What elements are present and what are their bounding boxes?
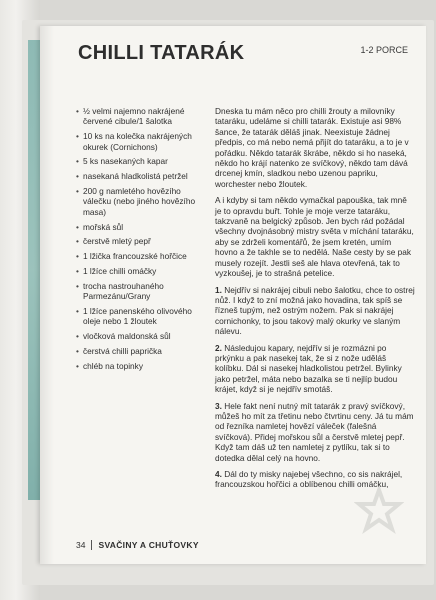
- ingredient-item: • mořská sůl: [76, 222, 204, 232]
- ingredient-item: • 1 lžíce chilli omáčky: [76, 266, 204, 276]
- step-number: 4.: [215, 469, 222, 479]
- portions-label: 1-2 PORCE: [360, 45, 408, 55]
- section-name: SVAČINY A CHUŤOVKY: [98, 540, 199, 550]
- ingredient-item: • 1 lžíce panenského olivového oleje nebo 1 žloutek: [76, 306, 204, 327]
- ingredient-item: • nasekaná hladkolistá petržel: [76, 171, 204, 181]
- page-number: 34: [76, 540, 86, 550]
- ingredient-list: [76, 106, 204, 376]
- method-step: [215, 401, 415, 463]
- ingredient-item: • ½ velmi najemno nakrájené červené cibule/1 šalotka: [76, 106, 204, 127]
- page-footer: [76, 540, 199, 550]
- ingredient-item: • čerstvě mletý pepř: [76, 236, 204, 246]
- ingredient-item: • chléb na topinky: [76, 361, 204, 371]
- ingredient-item: • 1 lžička francouzské hořčice: [76, 251, 204, 261]
- method-text: [215, 106, 415, 496]
- ingredient-item: • vločková maldonská sůl: [76, 331, 204, 341]
- intro-paragraph: Dneska tu mám něco pro chilli žrouty a milovníky tataráku, udeláme si chilli tatarák. Existuje asi 98% šance, že tatarák děláš jinak. Neexistuje žádnej předpis, co má nebo nemá přijít do tataráku, a to je v pořádku. Někdo tatarák škrábe, někdo si ho naseká, někdo ho krájí natenko ze svíčkový, někdo tam dává drcenej kmín, sladkou nebo uzenou papriku, worchester nebo žloutek.: [215, 106, 409, 189]
- ingredient-item: • 5 ks nasekaných kapar: [76, 156, 204, 166]
- ingredient-item: • trocha nastrouhaného Parmezánu/Grany: [76, 281, 204, 302]
- step-text: Dál do ty misky najebej všechno, co sis nakrájel, francouzskou hořčici a oblíbenou chilli omáčku,: [215, 469, 403, 490]
- ingredient-item: • čerstvá chilli paprička: [76, 346, 204, 356]
- step-text: Nejdřív si nakrájej cibuli nebo šalotku, chce to ostrej nůž. I když to zní možná jako hovadina, tak spíš se řízneš tupým, než ostrým nožem. Pak si nakrájej cornichonky, to jsou takový malý okurky ve slaným nálevu.: [215, 284, 415, 337]
- step-number: 1.: [215, 284, 222, 295]
- step-text: Následujou kapary, nejdřív si je rozmázni po prkýnku a pak nasekej tak, že si z nože uděláš kolíbku. Dál si nasekej hladkolistou petržel. Bylinky jako petržel, máta nebo bazalka se ti nejlíp budou krájet, když si je nejdřív smotáš.: [215, 342, 402, 395]
- intro-paragraph: A i kdyby si tam někdo vymačkal papouška, tak mně je to opravdu buřt. Tohle je moje verze tataráku, takzvaně na belgický způsob. Jen bych rád požádal všechny dvojnásobný mistry světa v míchání tataráku, aby se zdrželi komentářů, že jsem kretén, umím hovno a že takhle se to nedělá. Naše cesty by se pak musely rozejít. Jestli seš ale hlava otevřená, tak to vyzkoušej, je to strašná petelice.: [215, 195, 414, 279]
- step-number: 2.: [215, 342, 222, 353]
- ingredient-item: • 200 g namletého hovězího válečku (nebo jiného hovězího masa): [76, 186, 204, 217]
- method-step: [215, 285, 415, 337]
- step-text: Hele fakt není nutný mít tatarák z pravý svíčkový, můžeš ho mít za třetinu nebo čtvrtinu ceny. Já tu mám od řezníka namletej hovězí váleček (falešná svíčková). Přidej mořskou sůl a čerstvě mletej pepř. Když tam dáš už ten namletej z pytlíku, tak si to dotedka dělal celý na hovno.: [215, 400, 414, 463]
- ingredient-item: • 10 ks na kolečka nakrájených okurek (Cornichons): [76, 131, 204, 152]
- method-step: [215, 343, 415, 395]
- watermark-star-icon: [354, 486, 404, 536]
- recipe-title: CHILLI TATARÁK: [78, 42, 245, 64]
- cookbook-page: [40, 26, 426, 564]
- page-fold-shadow: [40, 26, 54, 564]
- footer-divider: [91, 540, 92, 550]
- step-number: 3.: [215, 400, 222, 411]
